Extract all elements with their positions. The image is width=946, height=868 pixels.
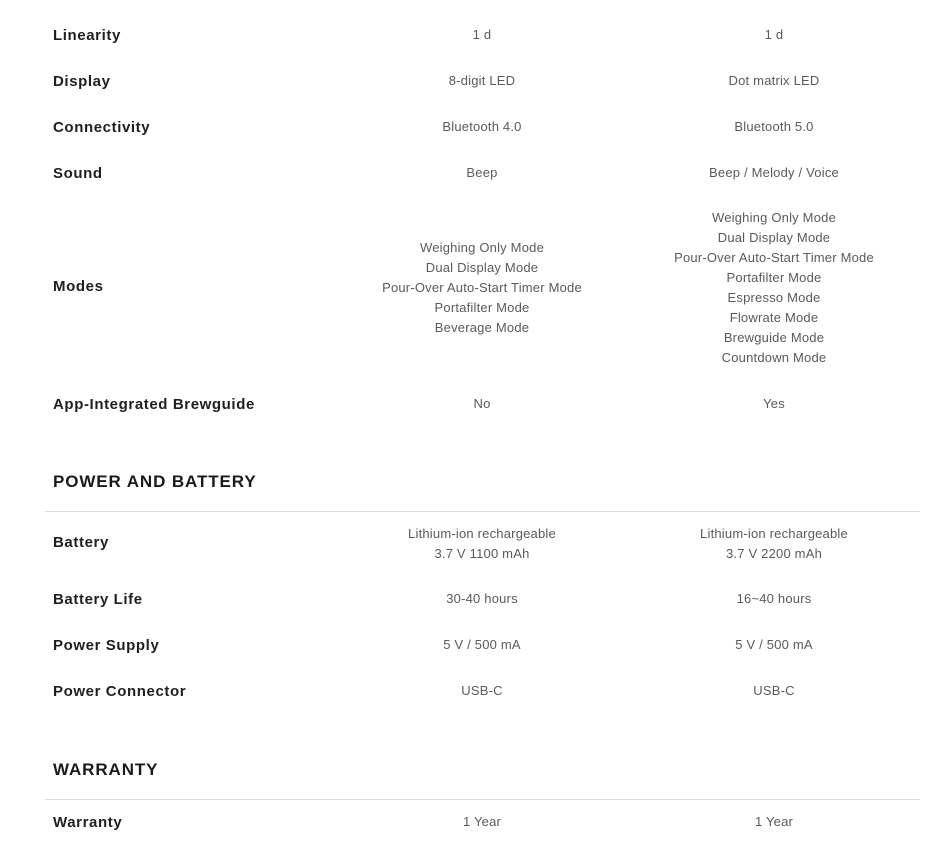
spec-label: Linearity bbox=[53, 26, 121, 44]
mode-item: Dual Display Mode bbox=[717, 230, 831, 245]
spec-row-battery-life bbox=[45, 589, 920, 609]
spec-label: App-Integrated Brewguide bbox=[53, 395, 255, 413]
battery-type: Lithium-ion rechargeable bbox=[700, 526, 848, 541]
spec-value-model-a: 1 d bbox=[472, 27, 492, 42]
spec-value-model-b: 1 d bbox=[764, 27, 784, 42]
mode-item: Countdown Mode bbox=[721, 350, 827, 365]
spec-value-model-b: 1 Year bbox=[754, 814, 794, 829]
spec-row-linearity bbox=[45, 25, 920, 45]
spec-value-model-a: USB-C bbox=[461, 683, 503, 698]
mode-item: Beverage Mode bbox=[434, 320, 530, 335]
spec-row-sound bbox=[45, 163, 920, 183]
spec-label: Power Connector bbox=[53, 682, 187, 700]
spec-value-model-a bbox=[332, 524, 632, 564]
spec-label: Connectivity bbox=[53, 118, 151, 136]
mode-item: Pour-Over Auto-Start Timer Mode bbox=[674, 250, 874, 265]
mode-item: Portafilter Mode bbox=[434, 300, 530, 315]
spec-row-display bbox=[45, 71, 920, 91]
spec-value-model-b: Beep / Melody / Voice bbox=[709, 165, 839, 180]
spec-row-brewguide bbox=[45, 394, 920, 414]
mode-item: Espresso Mode bbox=[727, 290, 821, 305]
spec-value-model-a: No bbox=[473, 396, 491, 411]
mode-item: Portafilter Mode bbox=[726, 270, 822, 285]
spec-value-model-a: 5 V / 500 mA bbox=[443, 637, 521, 652]
spec-label: Display bbox=[53, 72, 111, 90]
spec-value-model-b: 16~40 hours bbox=[736, 591, 812, 606]
spec-label: Power Supply bbox=[53, 636, 160, 654]
spec-row-modes bbox=[45, 208, 920, 368]
spec-row-power-supply bbox=[45, 635, 920, 655]
spec-value-model-a: 30-40 hours bbox=[446, 591, 518, 606]
spec-row-warranty bbox=[45, 812, 920, 832]
mode-item: Pour-Over Auto-Start Timer Mode bbox=[382, 280, 582, 295]
section-divider bbox=[45, 799, 920, 800]
mode-item: Weighing Only Mode bbox=[711, 210, 837, 225]
spec-value-model-a: Beep bbox=[466, 165, 498, 180]
spec-row-battery bbox=[45, 524, 920, 564]
mode-item: Brewguide Mode bbox=[723, 330, 825, 345]
spec-label: Modes bbox=[53, 278, 104, 295]
spec-value-model-b bbox=[624, 524, 924, 564]
spec-value-model-a: 8-digit LED bbox=[448, 73, 516, 88]
spec-value-model-b: USB-C bbox=[753, 683, 795, 698]
spec-label: Warranty bbox=[53, 813, 123, 831]
spec-value-model-b: Dot matrix LED bbox=[728, 73, 820, 88]
mode-item: Flowrate Mode bbox=[729, 310, 819, 325]
spec-label: Battery Life bbox=[53, 590, 143, 608]
spec-row-power-connector bbox=[45, 681, 920, 701]
mode-item: Weighing Only Mode bbox=[419, 240, 545, 255]
battery-type: Lithium-ion rechargeable bbox=[408, 526, 556, 541]
spec-label: Sound bbox=[53, 164, 103, 182]
battery-spec: 3.7 V 1100 mAh bbox=[434, 546, 530, 561]
spec-label: Battery bbox=[53, 534, 109, 551]
spec-value-model-b: 5 V / 500 mA bbox=[735, 637, 813, 652]
battery-spec: 3.7 V 2200 mAh bbox=[725, 546, 823, 561]
spec-value-model-a: 1 Year bbox=[462, 814, 502, 829]
spec-value-model-b bbox=[624, 208, 924, 368]
spec-row-connectivity bbox=[45, 117, 920, 137]
spec-value-model-b: Yes bbox=[763, 396, 785, 411]
spec-value-model-b: Bluetooth 5.0 bbox=[734, 119, 814, 134]
spec-value-model-a bbox=[332, 238, 632, 338]
mode-item: Dual Display Mode bbox=[425, 260, 539, 275]
spec-value-model-a: Bluetooth 4.0 bbox=[442, 119, 522, 134]
section-title-power: POWER AND BATTERY bbox=[53, 472, 257, 491]
section-title-warranty: WARRANTY bbox=[53, 760, 159, 779]
section-divider bbox=[45, 511, 920, 512]
